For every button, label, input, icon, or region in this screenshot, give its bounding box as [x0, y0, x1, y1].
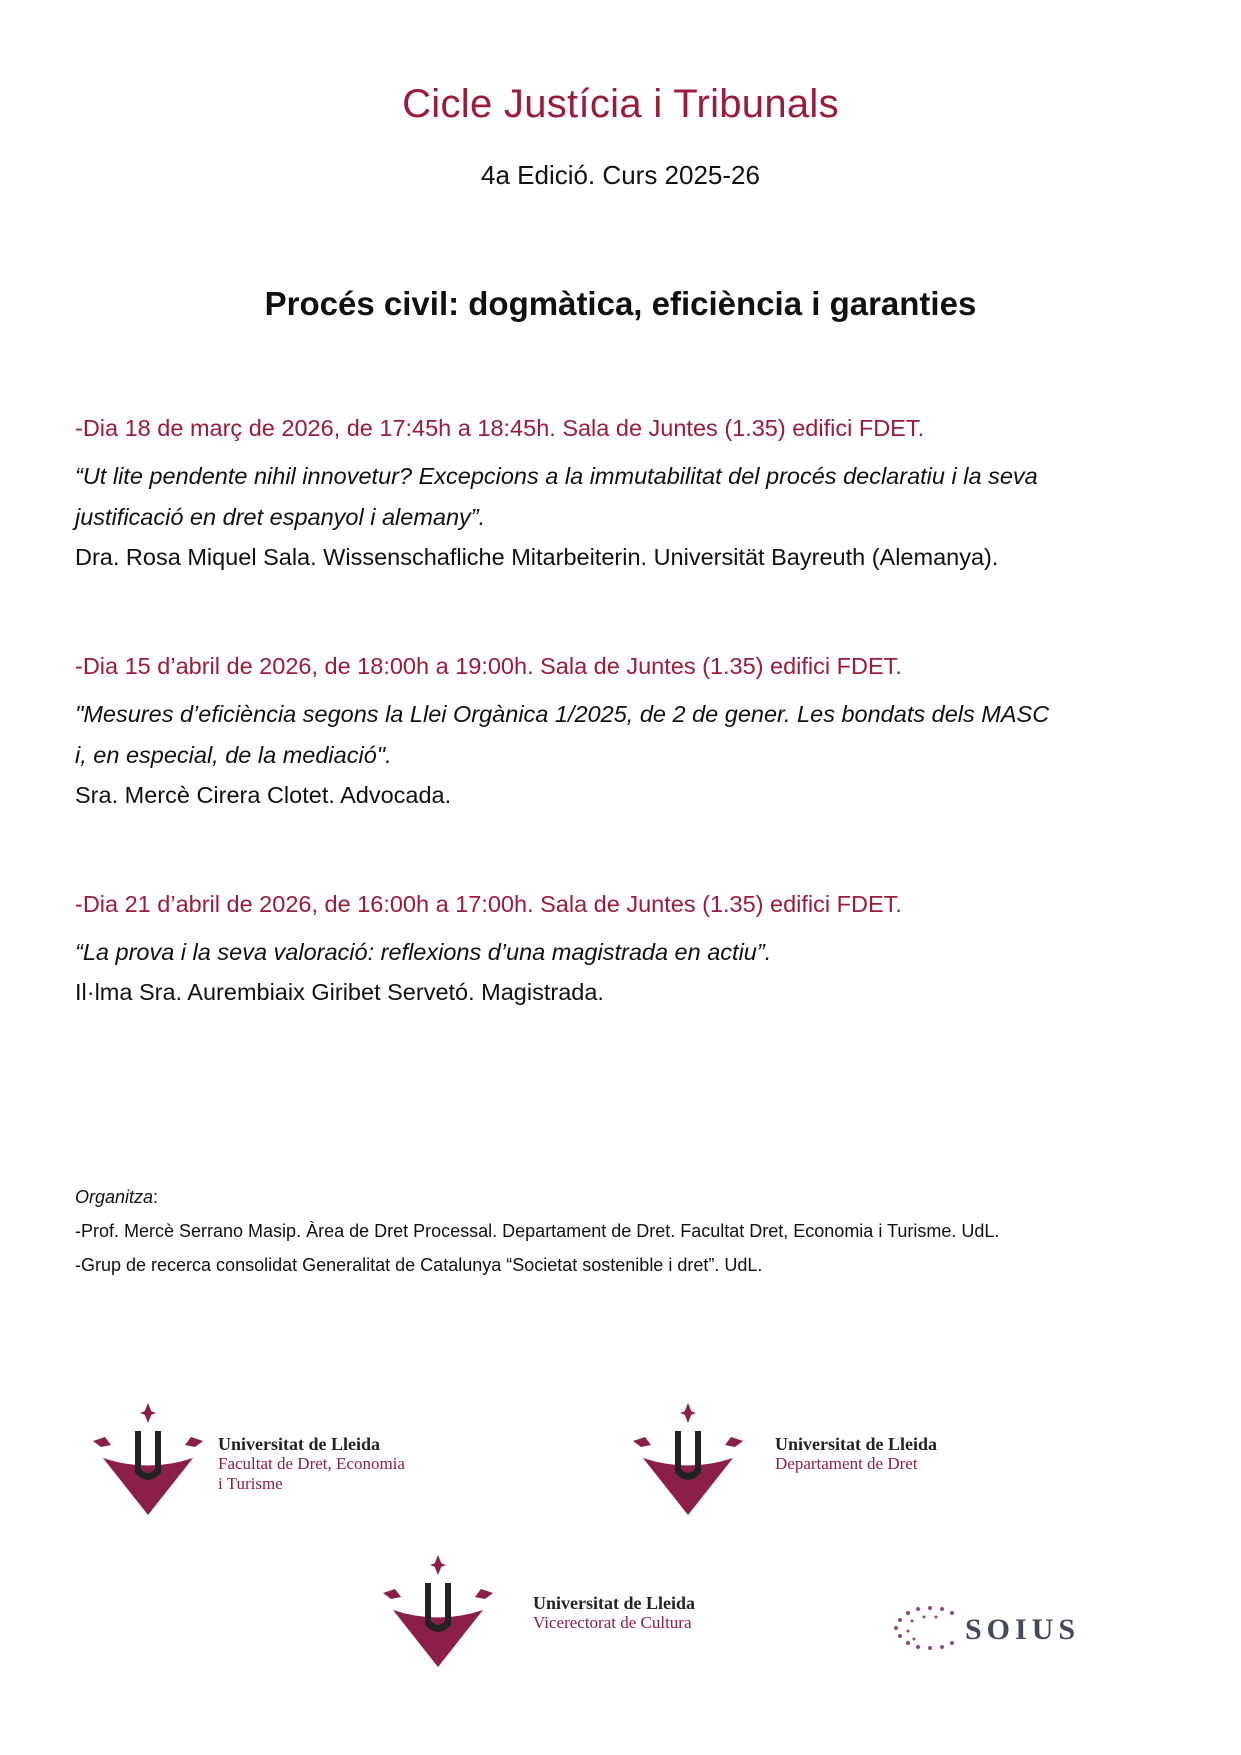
udl-logo-icon: [633, 1403, 743, 1518]
udl-logo-icon: [383, 1555, 493, 1670]
udl-logo-icon: [93, 1403, 203, 1518]
organizers-label: Organitza: [75, 1187, 154, 1207]
logo-caption: Universitat de Lleida Facultat de Dret, Economia i Turisme: [218, 1434, 405, 1493]
organizers: [75, 1180, 1195, 1282]
session-date: -Dia 15 d’abril de 2026, de 18:00h a 19:00h. Sala de Juntes (1.35) edifici FDET.: [75, 653, 902, 679]
logo-caption: Universitat de Lleida Departament de Dret: [775, 1434, 937, 1473]
edition-line: 4a Edició. Curs 2025-26: [481, 160, 760, 190]
talk-title-line: “La prova i la seva valoració: reflexions d’una magistrada en actiu”.: [75, 939, 772, 965]
soius-logo-text: SOIUS: [965, 1613, 1081, 1646]
talk-title-line: "Mesures d’eficiència segons la Llei Orgànica 1/2025, de 2 de gener. Les bondats dels MASC: [75, 701, 1050, 727]
talk-title-line: justificació en dret espanyol i alemany”.: [75, 504, 486, 530]
logo-caption: Universitat de Lleida Vicerectorat de Cultura: [533, 1593, 695, 1632]
soius-dots-icon: [890, 1603, 970, 1658]
session-3: [75, 888, 1175, 1011]
session-2: [75, 650, 1175, 814]
organizer-line: -Grup de recerca consolidat Generalitat de Catalunya “Societat sostenible i dret”. UdL.: [75, 1255, 763, 1275]
cycle-subtitle: Procés civil: dogmàtica, eficiència i garanties: [264, 285, 977, 322]
session-date: -Dia 18 de març de 2026, de 17:45h a 18:45h. Sala de Juntes (1.35) edifici FDET.: [75, 415, 925, 441]
talk-title-line: “Ut lite pendente nihil innovetur? Excepcions a la immutabilitat del procés declaratiu i la seva: [75, 463, 1038, 489]
organizer-line: -Prof. Mercè Serrano Masip. Àrea de Dret Processal. Departament de Dret. Facultat Dret, Economia i Turisme. UdL.: [75, 1221, 1000, 1241]
session-1: [75, 412, 1175, 576]
page-title: Cicle Justícia i Tribunals: [402, 82, 839, 126]
talk-title-line: i, en especial, de la mediació".: [75, 742, 392, 768]
speaker: Il·lma Sra. Aurembiaix Giribet Servetó. Magistrada.: [75, 979, 604, 1005]
session-date: -Dia 21 d’abril de 2026, de 16:00h a 17:00h. Sala de Juntes (1.35) edifici FDET.: [75, 891, 902, 917]
speaker: Dra. Rosa Miquel Sala. Wissenschafliche Mitarbeiterin. Universität Bayreuth (Alemanya).: [75, 544, 999, 570]
organizers-colon: :: [153, 1187, 159, 1207]
speaker: Sra. Mercè Cirera Clotet. Advocada.: [75, 782, 452, 808]
